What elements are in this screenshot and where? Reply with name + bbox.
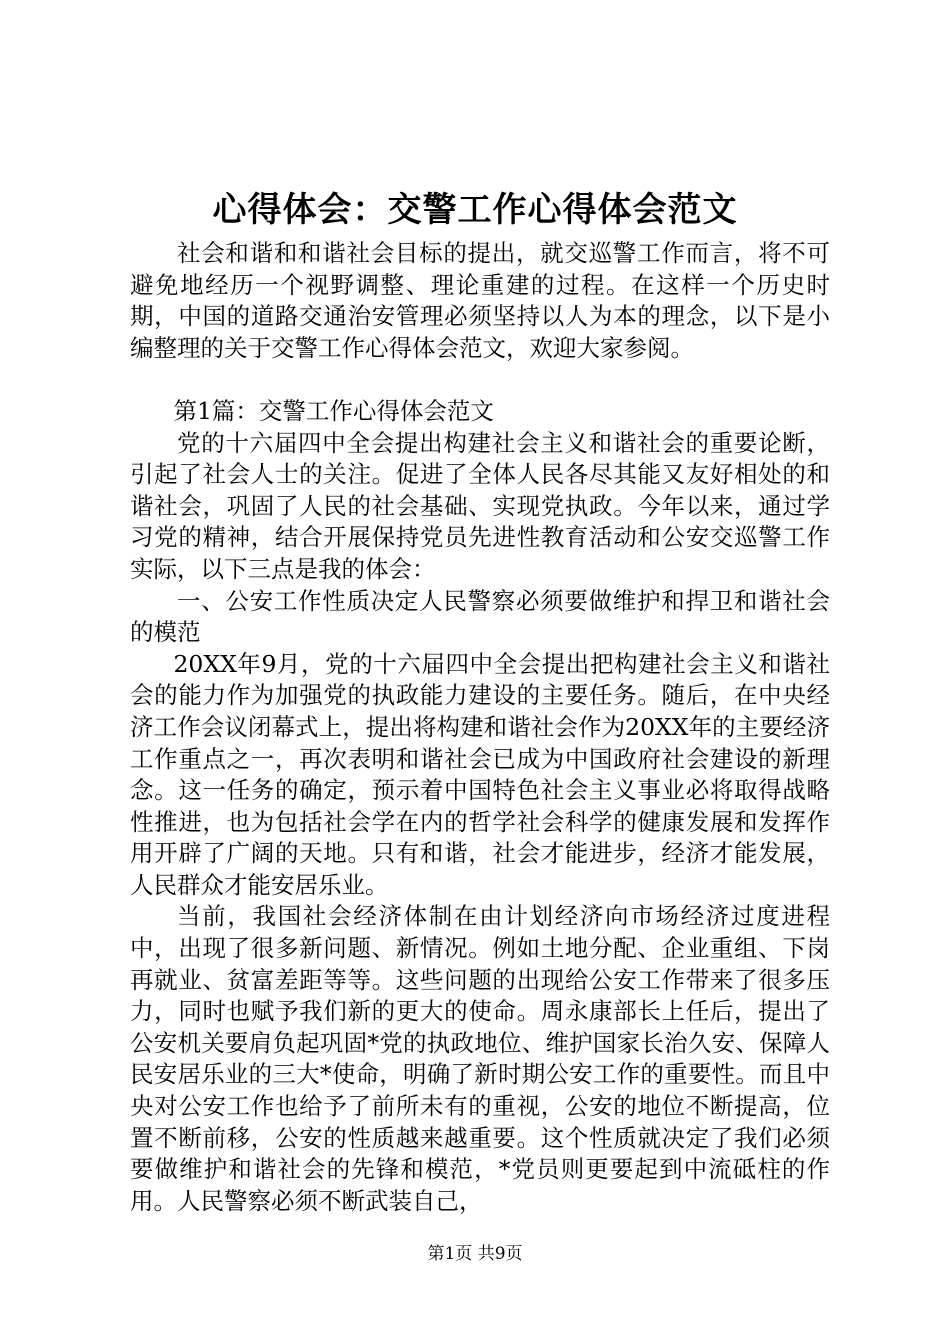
document-title: 心得体会：交警工作心得体会范文 xyxy=(212,190,738,230)
subsection-heading: 一、公安工作性质决定人民警察必须要做维护和捍卫和谐社会的模范 xyxy=(130,586,830,647)
body-paragraph-3: 当前，我国社会经济体制在由计划经济向市场经济过度进程中，出现了很多新问题、新情况。例如土地分配、企业重组、下岗再就业、贫富差距等等。这些问题的出现给公安工作带来了很多压力，同时也赋予我们新的更大的使命。周永康部长上任后，提出了公安机关要肩负起巩固*党的执政地位、维护国家长治久安、保障人民安居乐业的三大*使命，明确了新时期公安工作的重要性。而且中央对公安工作也给予了前所未有的重视，公安的地位不断提高，位置不断前移，公安的性质越来越重要。这个性质就决定了我们必须要做维护和谐社会的先锋和模范，*党员则更要起到中流砥柱的作用。人民警察必须不断武装自己， xyxy=(130,902,830,1215)
intro-paragraph: 社会和谐和和谐社会目标的提出，就交巡警工作而言，将不可避免地经历一个视野调整、理论重建的过程。在这样一个历史时期，中国的道路交通治安管理必须坚持以人为本的理念，以下是小编整理的关于交警工作心得体会范文，欢迎大家参阅。 xyxy=(130,239,830,362)
body-paragraph-2: 20XX年9月，党的十六届四中全会提出把构建社会主义和谐社会的能力作为加强党的执政能力建设的主要任务。随后，在中央经济工作会议闭幕式上，提出将构建和谐社会作为20XX年的主要经济工作重点之一，再次表明和谐社会已成为中国政府社会建设的新理念。这一任务的确定，预示着中国特色社会主义事业必将取得战略性推进，也为包括社会学在内的哲学社会科学的健康发展和发挥作用开辟了广阔的天地。只有和谐，社会才能进步，经济才能发展，人民群众才能安居乐业。 xyxy=(130,649,830,899)
body-paragraph-1: 党的十六届四中全会提出构建社会主义和谐社会的重要论断，引起了社会人士的关注。促进了全体人民各尽其能又友好相处的和谐社会，巩固了人民的社会基础、实现党执政。今年以来，通过学习党的精神，结合开展保持党员先进性教育活动和公安交巡警工作实际，以下三点是我的体会： xyxy=(130,428,830,583)
page-footer: 第1页 共9页 xyxy=(427,1244,523,1264)
paragraph-spacer xyxy=(130,364,830,396)
section-heading: 第1篇：交警工作心得体会范文 xyxy=(173,396,494,425)
document-body xyxy=(130,238,830,1217)
